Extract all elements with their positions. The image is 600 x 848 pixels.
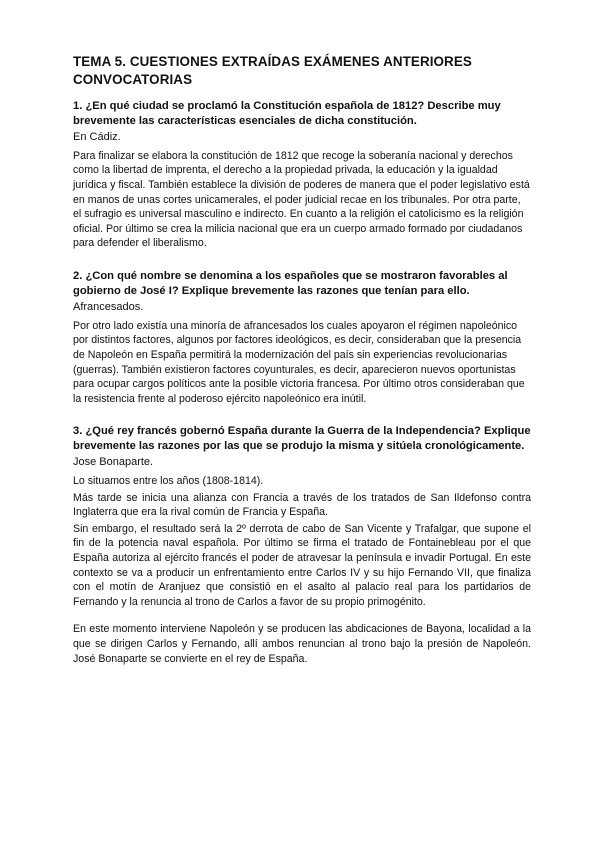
question-3-paragraph-1: Lo situamos entre los años (1808-1814). [73,475,264,488]
question-3 [73,424,531,666]
question-2 [73,269,531,406]
question-3-paragraph-4: En este momento interviene Napoleón y se producen las abdicaciones de Bayona, localidad a la que se dirigen Carlos y Fernando, allí ambos renuncian al trono bajo la presión de Napoleón. José Bonaparte se convierte en el rey de España. [73,623,531,665]
question-3-paragraph-2: Más tarde se inicia una alianza con Francia a través de los tratados de San Ildefonso contra Inglaterra que era la rival común de Francia y España. [73,491,531,519]
question-2-title: 2. ¿Con qué nombre se denomina a los españoles que se mostraron favorables al gobierno de José I? Explique brevemente las razones que tenían para ello. [73,269,508,297]
question-3-title: 3. ¿Qué rey francés gobernó España durante la Guerra de la Independencia? Explique brevemente las razones por las que se produjo la misma y sitúela cronológicamente. [73,425,531,452]
question-1-answer: En Cádiz. [73,131,121,144]
question-1-paragraph-1: Para finalizar se elabora la constitución de 1812 que recoge la soberanía nacional y derechos como la libertad de imprenta, el derecho a la propiedad privada, la educación y la igualdad jurídica y fiscal. También establece la división de poderes de manera que el poder legislativo está en manos de unas cortes unicamerales, el poder judicial recae en los tribunales. Por otra parte, el sufragio es universal masculino e indirecto. En cuanto a la religión el catolicismo es la religión oficial. Por último se crea la milicia nacional que era un cuerpo armado formado por ciudadanos para defender el liberalismo. [73,149,530,250]
document-title: TEMA 5. CUESTIONES EXTRAÍDAS EXÁMENES ANTERIORES CONVOCATORIAS [73,54,472,87]
question-2-paragraph-1: Por otro lado existía una minoría de afrancesados los cuales apoyaron el régimen napoleónico por distintos factores, algunos por factores ideológicos, es decir, consideraban que la presencia de Napoleón en España permitirá la modernización del país sin experiencias revolucionarias (guerras). También existieron factores coyunturales, es decir, aparecieron nuevos oportunistas para ocupar cargos políticos ante la posible victoria francesa. Por último otros consideraban que la resistencia frente al poderoso ejército napoleónico era inútil. [73,319,525,405]
document-content [73,53,531,684]
question-3-answer: Jose Bonaparte. [73,456,154,469]
question-2-answer: Afrancesados. [73,301,144,314]
question-1 [73,99,531,251]
question-1-title: 1. ¿En qué ciudad se proclamó la Constitución española de 1812? Describe muy brevemente las características esenciales de dicha constitución. [73,100,501,127]
question-3-paragraph-3: Sin embargo, el resultado será la 2º derrota de cabo de San Vicente y Trafalgar, que supone el fin de la potencia naval española. Por último se firma el tratado de Fontainebleau por el que España autoriza al ejército francés el poder de atravesar la península e invadir Portugal. En este contexto se va a producir un enfrentamiento entre Carlos IV y su hijo Fernando VII, que finaliza con el motín de Aranjuez que consistió en el asalto al palacio real para los partidarios de Fernando y la renuncia al trono de Carlos a favor de su propio primogénito. [73,522,531,608]
